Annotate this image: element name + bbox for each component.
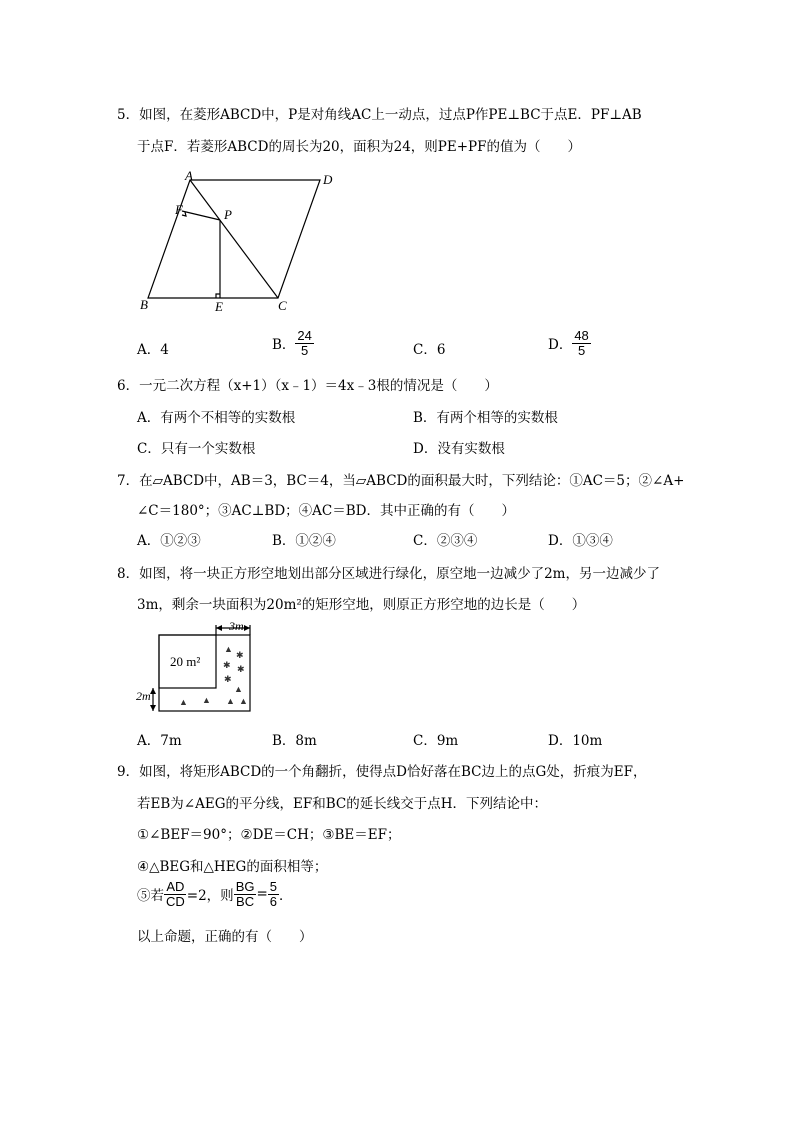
- q8-option-c: C．9m: [413, 733, 459, 749]
- q8-option-a: A．7m: [137, 733, 182, 749]
- q6-option-c: C．只有一个实数根: [137, 441, 256, 457]
- q5-option-a: A．4: [137, 342, 169, 358]
- q9-line6: 以上命题，正确的有（ ）: [137, 929, 313, 945]
- label-f: F: [175, 202, 183, 217]
- q7-option-d: D．①③④: [548, 533, 613, 549]
- q7-line2: ∠C＝180°；③AC⊥BD；④AC＝BD．其中正确的有（ ）: [137, 503, 515, 519]
- q7-line1: 7．在▱ABCD中，AB＝3，BC＝4，当▱ABCD的面积最大时，下列结论：①AC＝5；②∠A+: [117, 473, 685, 489]
- label-p: P: [224, 207, 232, 222]
- q8-line1: 8．如图，将一块正方形空地划出部分区域进行绿化，原空地一边减少了2m，另一边减少了: [117, 566, 660, 582]
- svg-text:✱: ✱: [237, 664, 245, 674]
- q9-line4: ④△BEG和△HEG的面积相等；: [137, 859, 328, 875]
- q5-option-b: B． $\frac{24}{5}$: [272, 328, 312, 358]
- q5-line2: 于点F．若菱形ABCD的周长为20，面积为24，则PE+PF的值为（ ）: [137, 139, 581, 155]
- label-a: A: [185, 168, 193, 183]
- q9-line5: ⑤若 $\frac{AD}{CD}$ =2，则 $\frac{BG}{BC}$ = $\frac{5}{6}$ ．: [137, 879, 293, 909]
- q8-option-d: D．10m: [548, 733, 603, 749]
- svg-text:▲: ▲: [234, 684, 243, 694]
- q6-option-d: D．没有实数根: [413, 441, 505, 457]
- q8-line2: 3m，剩余一块面积为20m²的矩形空地，则原正方形空地的边长是（ ）: [137, 597, 586, 613]
- arrow-top-right: [244, 625, 250, 631]
- svg-text:▲: ▲: [239, 696, 248, 706]
- q8-option-b: B．8m: [272, 733, 317, 749]
- q5-option-d: D． $\frac{48}{5}$: [548, 328, 589, 358]
- q5-line1: 5．如图，在菱形ABCD中，P是对角线AC上一动点，过点P作PE⊥BC于点E．PF⊥AB: [117, 107, 642, 123]
- label-top: 3m: [229, 619, 244, 633]
- q5-option-c: C．6: [413, 342, 446, 358]
- label-area: 20 m²: [170, 654, 201, 669]
- q6-option-a: A．有两个不相等的实数根: [137, 410, 296, 426]
- q7-option-c: C．②③④: [413, 533, 478, 549]
- label-c: C: [278, 298, 287, 313]
- arrow-left-bottom: [150, 705, 156, 711]
- svg-text:▲: ▲: [224, 644, 233, 654]
- arrow-left-top: [150, 688, 156, 694]
- rhombus-figure: [130, 168, 340, 318]
- q7-option-b: B．①②④: [272, 533, 336, 549]
- svg-text:▲: ▲: [179, 697, 188, 707]
- label-left: 2m: [136, 689, 151, 703]
- q9-line2: 若EB为∠AEG的平分线，EF和BC的延长线交于点H．下列结论中：: [137, 796, 547, 812]
- svg-text:✱: ✱: [223, 660, 231, 670]
- svg-text:✱: ✱: [224, 674, 232, 684]
- label-b: B: [140, 297, 148, 312]
- arrow-top-left: [216, 625, 222, 631]
- q9-line3: ①∠BEF＝90°；②DE＝CH；③BE＝EF；: [137, 827, 401, 843]
- q6-option-b: B．有两个相等的实数根: [413, 410, 558, 426]
- square-plot-figure: [134, 618, 266, 718]
- svg-text:▲: ▲: [202, 695, 211, 705]
- diagonal-ac: [190, 180, 278, 298]
- q7-option-a: A．①②③: [137, 533, 201, 549]
- svg-text:▲: ▲: [226, 696, 235, 706]
- q6-stem: 6．一元二次方程（x+1）（x﹣1）＝4x﹣3根的情况是（ ）: [117, 378, 498, 394]
- label-d: D: [323, 172, 333, 187]
- label-e: E: [215, 299, 223, 314]
- q9-line1: 9．如图，将矩形ABCD的一个角翻折，使得点D恰好落在BC边上的点G处，折痕为EF，: [117, 764, 647, 780]
- svg-text:✱: ✱: [236, 650, 244, 660]
